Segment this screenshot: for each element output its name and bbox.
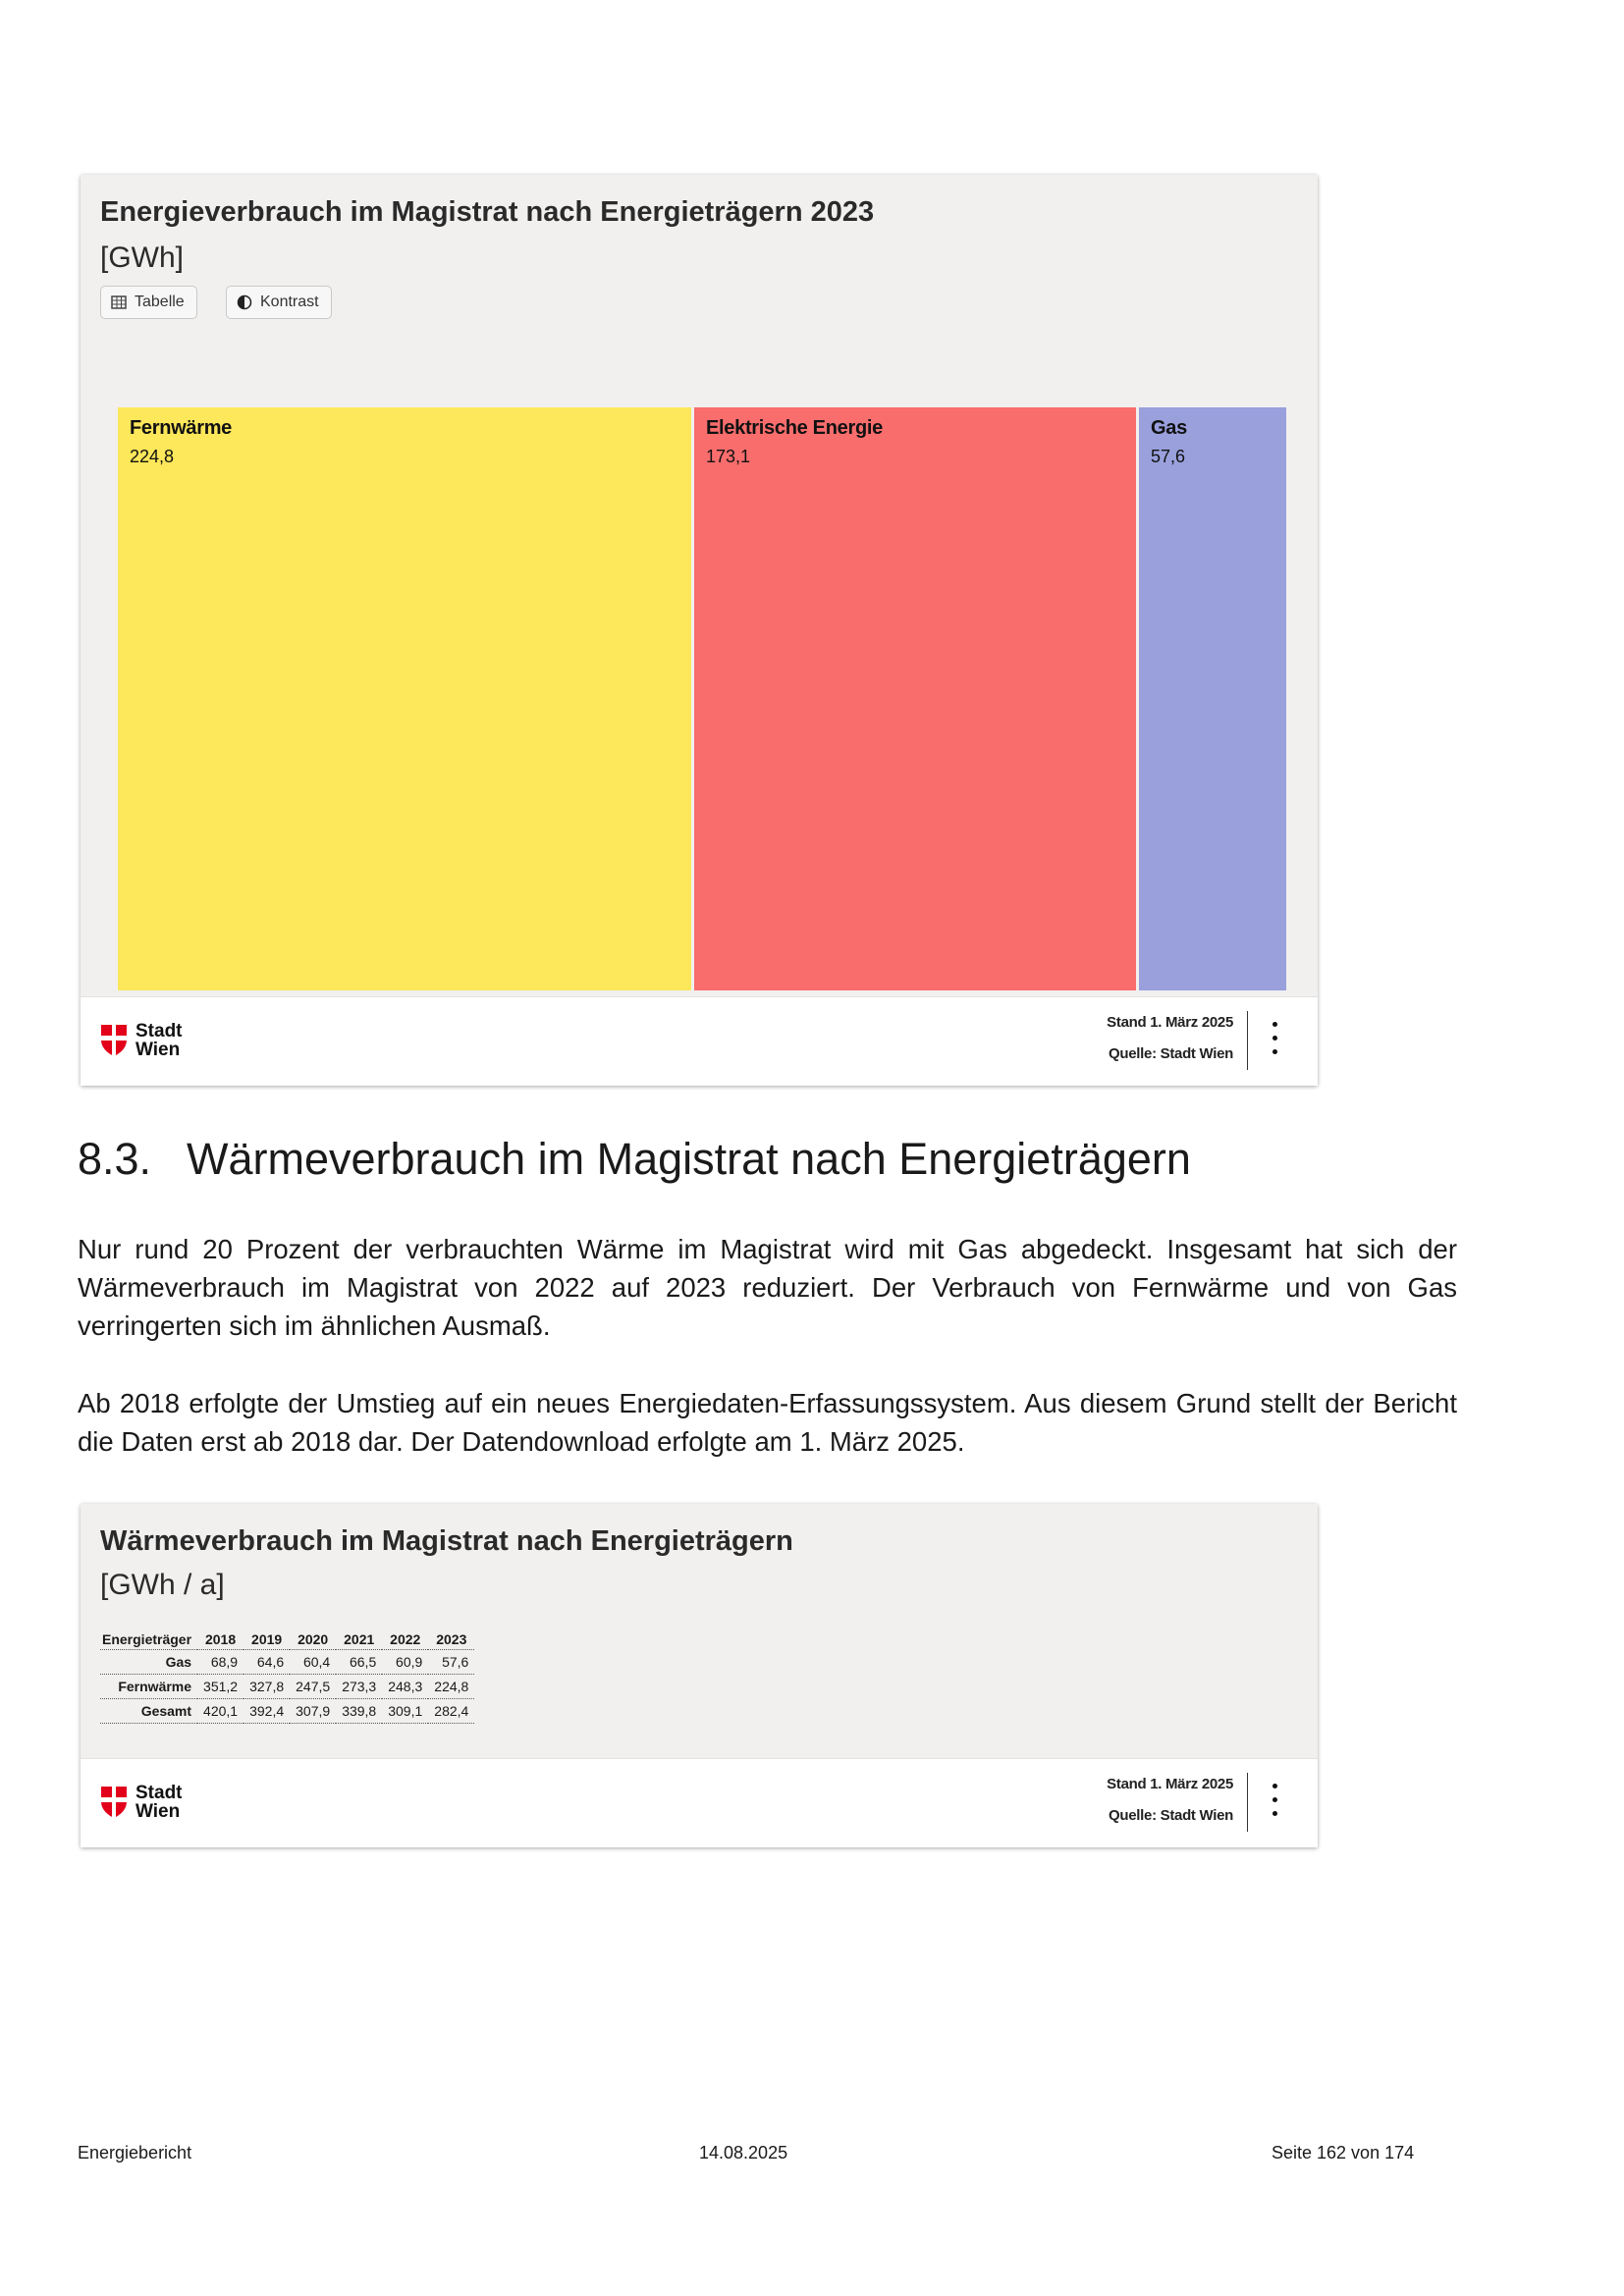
table-header-cell: 2021 xyxy=(336,1629,382,1650)
vienna-shield-icon xyxy=(100,1786,128,1819)
table-cell: 307,9 xyxy=(290,1699,336,1724)
contrast-button[interactable] xyxy=(226,286,332,319)
table-row xyxy=(100,1675,474,1699)
section-number: 8.3. xyxy=(78,1134,152,1184)
vienna-shield-icon xyxy=(100,1024,128,1057)
table-cell: 420,1 xyxy=(197,1699,244,1724)
contrast-button-label: Kontrast xyxy=(260,294,319,310)
tile-label: Elektrische Energie xyxy=(706,417,883,439)
table-header-cell: 2019 xyxy=(244,1629,290,1650)
table-cell: 327,8 xyxy=(244,1675,290,1699)
table-icon xyxy=(111,295,127,309)
source-label: Quelle: Stadt Wien xyxy=(1109,1807,1233,1824)
source-label: Quelle: Stadt Wien xyxy=(1109,1045,1233,1062)
contrast-icon xyxy=(237,294,252,310)
table-header-cell: 2023 xyxy=(428,1629,474,1650)
table-cell: 309,1 xyxy=(382,1699,428,1724)
stand-date: Stand 1. März 2025 xyxy=(1107,1776,1233,1792)
treemap-tile xyxy=(694,407,1136,990)
table-cell: 392,4 xyxy=(244,1699,290,1724)
stand-date: Stand 1. März 2025 xyxy=(1107,1014,1233,1031)
table-header-cell: 2018 xyxy=(197,1629,244,1650)
row-label: Fernwärme xyxy=(100,1675,197,1699)
table-cell: 60,9 xyxy=(382,1650,428,1675)
table-cell: 57,6 xyxy=(428,1650,474,1675)
logo-line2: Wien xyxy=(135,1801,181,1822)
logo-line1: Stadt xyxy=(135,1021,183,1041)
card-footer xyxy=(81,996,1318,1086)
table-cell: 66,5 xyxy=(336,1650,382,1675)
table-header-cell: Energieträger xyxy=(100,1629,197,1650)
logo-line2: Wien xyxy=(135,1040,181,1060)
table-cell: 60,4 xyxy=(290,1650,336,1675)
table-cell: 351,2 xyxy=(197,1675,244,1699)
table-card-title: Wärmeverbrauch im Magistrat nach Energieträgern xyxy=(100,1525,793,1557)
table-header-cell: 2020 xyxy=(290,1629,336,1650)
chart-card-energy xyxy=(81,175,1318,1086)
paragraph-2: Ab 2018 erfolgte der Umstieg auf ein neues Energiedaten-Erfassungssystem. Aus diesem Grund stellt der Bericht die Daten erst ab 2018 dar. Der Datendownload erfolgte am 1. März 2025. xyxy=(78,1388,1457,1457)
table-card-heat xyxy=(81,1504,1318,1847)
tile-value: 57,6 xyxy=(1151,447,1186,466)
logo-line1: Stadt xyxy=(135,1783,183,1803)
treemap-tile xyxy=(1139,407,1286,990)
table-header-row xyxy=(100,1629,474,1650)
table-button-label: Tabelle xyxy=(135,294,185,310)
chart-unit: [GWh] xyxy=(100,241,185,274)
table-card-unit: [GWh / a] xyxy=(100,1569,225,1601)
tile-label: Gas xyxy=(1151,417,1187,439)
treemap-chart xyxy=(118,407,1286,990)
table-cell: 339,8 xyxy=(336,1699,382,1724)
stadt-wien-logo xyxy=(100,1022,183,1059)
table-cell: 248,3 xyxy=(382,1675,428,1699)
table-cell: 282,4 xyxy=(428,1699,474,1724)
row-label: Gesamt xyxy=(100,1699,197,1724)
footer-date: 14.08.2025 xyxy=(699,2143,788,2163)
tile-value: 224,8 xyxy=(130,447,175,466)
treemap-tile xyxy=(118,407,691,990)
stadt-wien-logo xyxy=(100,1784,183,1821)
heat-data-table xyxy=(100,1629,474,1724)
tile-value: 173,1 xyxy=(706,447,751,466)
footer-page-number: Seite 162 von 174 xyxy=(1272,2143,1415,2163)
table-cell: 247,5 xyxy=(290,1675,336,1699)
more-options-button[interactable] xyxy=(1272,1022,1278,1054)
section-title: Wärmeverbrauch im Magistrat nach Energieträgern xyxy=(187,1134,1191,1184)
table-header-cell: 2022 xyxy=(382,1629,428,1650)
table-button[interactable] xyxy=(100,286,197,319)
table-cell: 68,9 xyxy=(197,1650,244,1675)
footer-divider xyxy=(1247,1773,1248,1832)
more-options-button[interactable] xyxy=(1272,1784,1278,1816)
footer-document-name: Energiebericht xyxy=(78,2143,192,2163)
table-row xyxy=(100,1699,474,1724)
card-footer xyxy=(81,1758,1318,1847)
table-cell: 273,3 xyxy=(336,1675,382,1699)
table-cell: 224,8 xyxy=(428,1675,474,1699)
footer-divider xyxy=(1247,1011,1248,1070)
row-label: Gas xyxy=(100,1650,197,1675)
paragraph-1: Nur rund 20 Prozent der verbrauchten Wärme im Magistrat wird mit Gas abgedeckt. Insgesamt hat sich der Wärmeverbrauch im Magistrat von 2022 auf 2023 reduziert. Der Verbrauch von Fernwärme und von Gas verringerten sich im ähnlichen Ausmaß. xyxy=(78,1234,1457,1341)
tile-label: Fernwärme xyxy=(130,417,233,439)
table-row xyxy=(100,1650,474,1675)
chart-title: Energieverbrauch im Magistrat nach Energieträgern 2023 xyxy=(100,196,875,228)
table-cell: 64,6 xyxy=(244,1650,290,1675)
section-heading xyxy=(78,1134,1191,1185)
